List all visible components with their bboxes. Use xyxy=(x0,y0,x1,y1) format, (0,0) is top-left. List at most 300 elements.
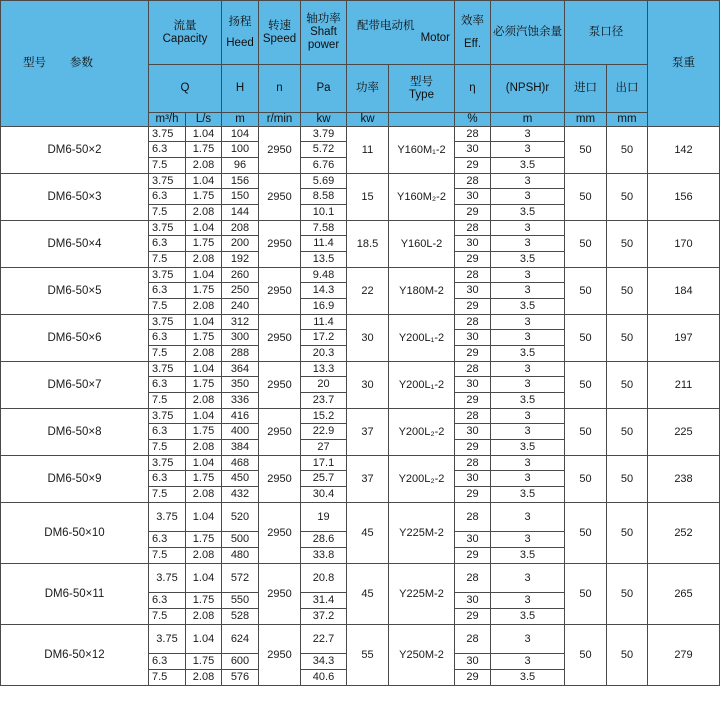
cell-head: 192 xyxy=(222,252,259,268)
cell-q-ls: 1.75 xyxy=(186,330,222,346)
header-weight-cn: 泵重 xyxy=(672,57,695,69)
cell-inlet: 50 xyxy=(565,221,607,268)
cell-speed: 2950 xyxy=(259,315,301,362)
unit-npsh: m xyxy=(491,113,565,127)
cell-npsh: 3 xyxy=(491,456,565,471)
cell-efficiency: 30 xyxy=(455,424,491,440)
cell-shaft-power: 8.58 xyxy=(301,189,347,205)
header-port xyxy=(565,1,648,65)
cell-head: 150 xyxy=(222,189,259,205)
cell-npsh: 3 xyxy=(491,283,565,299)
cell-efficiency: 30 xyxy=(455,654,491,670)
header-eff-cn: 效率 xyxy=(461,14,484,27)
cell-shaft-power: 11.4 xyxy=(301,236,347,252)
cell-motor-kw: 11 xyxy=(347,127,389,174)
header-npsh-cn: 必须汽蚀余量 xyxy=(493,26,562,38)
header-symbol-q: Q xyxy=(149,65,222,113)
header-shaft-en2: power xyxy=(307,39,340,51)
cell-shaft-power: 13.3 xyxy=(301,362,347,377)
header-model-label: 型号 xyxy=(23,57,46,69)
cell-efficiency: 29 xyxy=(455,487,491,503)
cell-outlet: 50 xyxy=(607,362,648,409)
table-row xyxy=(1,362,720,377)
cell-q-ls: 1.04 xyxy=(186,409,222,424)
cell-inlet: 50 xyxy=(565,564,607,625)
cell-shaft-power: 30.4 xyxy=(301,487,347,503)
cell-head: 572 xyxy=(222,564,259,593)
cell-outlet: 50 xyxy=(607,221,648,268)
cell-q-m3h: 7.5 xyxy=(149,440,186,456)
cell-efficiency: 28 xyxy=(455,625,491,654)
cell-efficiency: 28 xyxy=(455,268,491,283)
table-row xyxy=(1,221,720,236)
cell-q-m3h: 7.5 xyxy=(149,487,186,503)
cell-motor-kw: 37 xyxy=(347,456,389,503)
cell-head: 624 xyxy=(222,625,259,654)
cell-weight: 279 xyxy=(648,625,720,686)
cell-motor-kw: 30 xyxy=(347,315,389,362)
cell-efficiency: 29 xyxy=(455,548,491,564)
cell-q-m3h: 6.3 xyxy=(149,236,186,252)
cell-npsh: 3.5 xyxy=(491,158,565,174)
header-shaft-en1: Shaft xyxy=(310,26,337,38)
cell-speed: 2950 xyxy=(259,564,301,625)
table-row xyxy=(1,268,720,283)
cell-npsh: 3 xyxy=(491,330,565,346)
cell-q-m3h: 7.5 xyxy=(149,670,186,686)
cell-head: 550 xyxy=(222,593,259,609)
header-head-en: Heed xyxy=(226,36,254,49)
cell-head: 468 xyxy=(222,456,259,471)
cell-shaft-power: 5.69 xyxy=(301,174,347,189)
cell-q-m3h: 6.3 xyxy=(149,330,186,346)
cell-head: 600 xyxy=(222,654,259,670)
cell-efficiency: 30 xyxy=(455,283,491,299)
cell-efficiency: 29 xyxy=(455,252,491,268)
header-shaft-cn: 轴功率 xyxy=(306,13,341,25)
cell-efficiency: 29 xyxy=(455,158,491,174)
cell-weight: 211 xyxy=(648,362,720,409)
cell-speed: 2950 xyxy=(259,503,301,564)
cell-shaft-power: 31.4 xyxy=(301,593,347,609)
cell-head: 208 xyxy=(222,221,259,236)
header-params-label: 参数 xyxy=(70,57,93,69)
cell-npsh: 3 xyxy=(491,315,565,330)
unit-motor-kw: kw xyxy=(347,113,389,127)
cell-q-m3h: 6.3 xyxy=(149,189,186,205)
cell-q-ls: 2.08 xyxy=(186,346,222,362)
cell-npsh: 3 xyxy=(491,503,565,532)
model-name: DM6-50×5 xyxy=(1,268,149,315)
cell-efficiency: 29 xyxy=(455,670,491,686)
cell-q-m3h: 6.3 xyxy=(149,532,186,548)
cell-weight: 265 xyxy=(648,564,720,625)
model-name: DM6-50×11 xyxy=(1,564,149,625)
cell-weight: 170 xyxy=(648,221,720,268)
cell-head: 100 xyxy=(222,142,259,158)
cell-inlet: 50 xyxy=(565,127,607,174)
cell-npsh: 3 xyxy=(491,142,565,158)
cell-shaft-power: 7.58 xyxy=(301,221,347,236)
header-capacity xyxy=(149,1,222,65)
cell-head: 300 xyxy=(222,330,259,346)
cell-shaft-power: 22.9 xyxy=(301,424,347,440)
cell-npsh: 3 xyxy=(491,236,565,252)
header-head xyxy=(222,1,259,65)
cell-q-ls: 1.75 xyxy=(186,142,222,158)
table-row xyxy=(1,409,720,424)
cell-npsh: 3 xyxy=(491,127,565,142)
unit-eff: % xyxy=(455,113,491,127)
cell-efficiency: 30 xyxy=(455,330,491,346)
cell-efficiency: 28 xyxy=(455,174,491,189)
cell-npsh: 3.5 xyxy=(491,487,565,503)
cell-q-m3h: 3.75 xyxy=(149,362,186,377)
model-name: DM6-50×4 xyxy=(1,221,149,268)
cell-inlet: 50 xyxy=(565,409,607,456)
cell-npsh: 3 xyxy=(491,654,565,670)
cell-q-ls: 2.08 xyxy=(186,670,222,686)
table-row xyxy=(1,503,720,532)
cell-efficiency: 30 xyxy=(455,142,491,158)
cell-q-ls: 1.75 xyxy=(186,189,222,205)
model-name: DM6-50×3 xyxy=(1,174,149,221)
header-symbol-n: n xyxy=(259,65,301,113)
unit-motor-type xyxy=(389,113,455,127)
table-body xyxy=(1,127,720,686)
header-motor-type-cn: 型号 xyxy=(410,75,433,88)
cell-shaft-power: 20.3 xyxy=(301,346,347,362)
table-row xyxy=(1,315,720,330)
cell-q-m3h: 6.3 xyxy=(149,424,186,440)
cell-q-ls: 1.75 xyxy=(186,377,222,393)
cell-npsh: 3.5 xyxy=(491,205,565,221)
header-weight xyxy=(648,1,720,127)
cell-npsh: 3 xyxy=(491,362,565,377)
cell-q-m3h: 6.3 xyxy=(149,654,186,670)
cell-q-ls: 2.08 xyxy=(186,158,222,174)
cell-shaft-power: 13.5 xyxy=(301,252,347,268)
cell-q-ls: 1.04 xyxy=(186,564,222,593)
cell-speed: 2950 xyxy=(259,221,301,268)
header-symbol-eta: η xyxy=(455,65,491,113)
header-model-params xyxy=(1,1,149,127)
unit-n: r/min xyxy=(259,113,301,127)
cell-efficiency: 30 xyxy=(455,377,491,393)
cell-npsh: 3 xyxy=(491,471,565,487)
cell-head: 240 xyxy=(222,299,259,315)
cell-inlet: 50 xyxy=(565,625,607,686)
table-row xyxy=(1,625,720,654)
cell-head: 400 xyxy=(222,424,259,440)
cell-q-m3h: 3.75 xyxy=(149,625,186,654)
cell-shaft-power: 5.72 xyxy=(301,142,347,158)
cell-q-ls: 1.75 xyxy=(186,236,222,252)
cell-motor-type: Y200L₁-2 xyxy=(389,362,455,409)
cell-head: 528 xyxy=(222,609,259,625)
cell-inlet: 50 xyxy=(565,174,607,221)
header-shaft-power xyxy=(301,1,347,65)
table-row xyxy=(1,174,720,189)
cell-q-m3h: 6.3 xyxy=(149,142,186,158)
cell-outlet: 50 xyxy=(607,268,648,315)
cell-inlet: 50 xyxy=(565,456,607,503)
cell-efficiency: 28 xyxy=(455,362,491,377)
cell-shaft-power: 17.2 xyxy=(301,330,347,346)
cell-q-m3h: 6.3 xyxy=(149,593,186,609)
cell-npsh: 3.5 xyxy=(491,252,565,268)
cell-head: 260 xyxy=(222,268,259,283)
header-speed-en: Speed xyxy=(262,32,297,45)
header-motor-type xyxy=(389,65,455,113)
cell-q-m3h: 3.75 xyxy=(149,564,186,593)
cell-npsh: 3 xyxy=(491,189,565,205)
cell-q-ls: 1.04 xyxy=(186,362,222,377)
header-motor-en: Motor xyxy=(420,32,450,44)
cell-head: 350 xyxy=(222,377,259,393)
cell-shaft-power: 33.8 xyxy=(301,548,347,564)
cell-q-ls: 1.04 xyxy=(186,315,222,330)
cell-q-ls: 1.04 xyxy=(186,503,222,532)
cell-head: 576 xyxy=(222,670,259,686)
cell-shaft-power: 6.76 xyxy=(301,158,347,174)
cell-head: 450 xyxy=(222,471,259,487)
cell-npsh: 3.5 xyxy=(491,670,565,686)
unit-outlet: mm xyxy=(607,113,648,127)
cell-npsh: 3.5 xyxy=(491,393,565,409)
cell-q-m3h: 7.5 xyxy=(149,299,186,315)
cell-npsh: 3.5 xyxy=(491,440,565,456)
cell-motor-kw: 37 xyxy=(347,409,389,456)
cell-shaft-power: 34.3 xyxy=(301,654,347,670)
cell-q-m3h: 3.75 xyxy=(149,127,186,142)
cell-efficiency: 28 xyxy=(455,127,491,142)
cell-head: 312 xyxy=(222,315,259,330)
cell-head: 432 xyxy=(222,487,259,503)
cell-efficiency: 30 xyxy=(455,471,491,487)
cell-head: 104 xyxy=(222,127,259,142)
cell-outlet: 50 xyxy=(607,174,648,221)
header-symbol-pa: Pa xyxy=(301,65,347,113)
header-eff-en: Eff. xyxy=(463,37,482,50)
cell-shaft-power: 28.6 xyxy=(301,532,347,548)
cell-weight: 197 xyxy=(648,315,720,362)
cell-q-ls: 2.08 xyxy=(186,548,222,564)
cell-efficiency: 29 xyxy=(455,609,491,625)
cell-shaft-power: 40.6 xyxy=(301,670,347,686)
cell-q-ls: 1.04 xyxy=(186,174,222,189)
cell-speed: 2950 xyxy=(259,362,301,409)
cell-motor-kw: 45 xyxy=(347,503,389,564)
cell-outlet: 50 xyxy=(607,315,648,362)
table-row xyxy=(1,456,720,471)
cell-q-ls: 1.04 xyxy=(186,625,222,654)
cell-q-m3h: 3.75 xyxy=(149,456,186,471)
cell-motor-kw: 22 xyxy=(347,268,389,315)
cell-inlet: 50 xyxy=(565,503,607,564)
cell-head: 416 xyxy=(222,409,259,424)
cell-shaft-power: 25.7 xyxy=(301,471,347,487)
header-symbol-h: H xyxy=(222,65,259,113)
model-name: DM6-50×6 xyxy=(1,315,149,362)
cell-shaft-power: 20 xyxy=(301,377,347,393)
header-inlet: 进口 xyxy=(565,65,607,113)
cell-efficiency: 29 xyxy=(455,205,491,221)
unit-h: m xyxy=(222,113,259,127)
cell-q-m3h: 7.5 xyxy=(149,205,186,221)
cell-motor-type: Y200L₂-2 xyxy=(389,456,455,503)
table-row xyxy=(1,564,720,593)
cell-weight: 252 xyxy=(648,503,720,564)
cell-outlet: 50 xyxy=(607,456,648,503)
cell-efficiency: 28 xyxy=(455,456,491,471)
cell-q-m3h: 3.75 xyxy=(149,315,186,330)
cell-q-ls: 2.08 xyxy=(186,440,222,456)
cell-motor-type: Y200L₁-2 xyxy=(389,315,455,362)
cell-q-ls: 1.04 xyxy=(186,456,222,471)
cell-efficiency: 29 xyxy=(455,346,491,362)
cell-speed: 2950 xyxy=(259,409,301,456)
cell-shaft-power: 17.1 xyxy=(301,456,347,471)
cell-shaft-power: 3.79 xyxy=(301,127,347,142)
cell-inlet: 50 xyxy=(565,315,607,362)
cell-outlet: 50 xyxy=(607,503,648,564)
cell-weight: 142 xyxy=(648,127,720,174)
cell-q-m3h: 7.5 xyxy=(149,393,186,409)
cell-q-ls: 1.75 xyxy=(186,424,222,440)
cell-head: 480 xyxy=(222,548,259,564)
cell-shaft-power: 15.2 xyxy=(301,409,347,424)
cell-q-ls: 1.75 xyxy=(186,654,222,670)
header-outlet: 出口 xyxy=(607,65,648,113)
cell-q-m3h: 7.5 xyxy=(149,609,186,625)
header-motor-cn: 配带电动机 xyxy=(357,20,415,32)
cell-npsh: 3 xyxy=(491,268,565,283)
cell-motor-type: Y200L₂-2 xyxy=(389,409,455,456)
cell-efficiency: 28 xyxy=(455,315,491,330)
cell-efficiency: 28 xyxy=(455,503,491,532)
cell-outlet: 50 xyxy=(607,127,648,174)
cell-motor-type: Y160M₂-2 xyxy=(389,174,455,221)
cell-head: 384 xyxy=(222,440,259,456)
cell-head: 250 xyxy=(222,283,259,299)
header-capacity-cn: 流量 xyxy=(173,19,197,32)
cell-npsh: 3.5 xyxy=(491,346,565,362)
cell-shaft-power: 16.9 xyxy=(301,299,347,315)
cell-shaft-power: 22.7 xyxy=(301,625,347,654)
cell-speed: 2950 xyxy=(259,625,301,686)
cell-head: 336 xyxy=(222,393,259,409)
unit-q-m3h: m³/h xyxy=(149,113,186,127)
header-motor-power: 功率 xyxy=(347,65,389,113)
cell-q-ls: 2.08 xyxy=(186,252,222,268)
cell-efficiency: 28 xyxy=(455,564,491,593)
header-npsh xyxy=(491,1,565,65)
cell-npsh: 3 xyxy=(491,532,565,548)
cell-motor-kw: 15 xyxy=(347,174,389,221)
cell-q-m3h: 7.5 xyxy=(149,346,186,362)
cell-weight: 225 xyxy=(648,409,720,456)
cell-q-ls: 1.04 xyxy=(186,268,222,283)
header-speed xyxy=(259,1,301,65)
cell-efficiency: 28 xyxy=(455,221,491,236)
cell-q-m3h: 6.3 xyxy=(149,377,186,393)
cell-npsh: 3 xyxy=(491,174,565,189)
cell-shaft-power: 14.3 xyxy=(301,283,347,299)
cell-npsh: 3 xyxy=(491,221,565,236)
cell-efficiency: 28 xyxy=(455,409,491,424)
cell-q-m3h: 6.3 xyxy=(149,283,186,299)
cell-shaft-power: 10.1 xyxy=(301,205,347,221)
cell-q-ls: 2.08 xyxy=(186,205,222,221)
header-capacity-en: Capacity xyxy=(162,32,208,45)
cell-shaft-power: 23.7 xyxy=(301,393,347,409)
cell-outlet: 50 xyxy=(607,409,648,456)
header-efficiency xyxy=(455,1,491,65)
cell-head: 288 xyxy=(222,346,259,362)
cell-speed: 2950 xyxy=(259,127,301,174)
cell-q-m3h: 3.75 xyxy=(149,409,186,424)
model-name: DM6-50×10 xyxy=(1,503,149,564)
cell-head: 520 xyxy=(222,503,259,532)
cell-npsh: 3 xyxy=(491,593,565,609)
header-port-cn: 泵口径 xyxy=(588,26,624,38)
table-header xyxy=(1,1,720,127)
cell-motor-kw: 55 xyxy=(347,625,389,686)
cell-q-m3h: 6.3 xyxy=(149,471,186,487)
cell-npsh: 3.5 xyxy=(491,609,565,625)
cell-motor-type: Y160L-2 xyxy=(389,221,455,268)
header-symbol-npsh: (NPSH)r xyxy=(491,65,565,113)
cell-q-ls: 1.75 xyxy=(186,283,222,299)
cell-outlet: 50 xyxy=(607,625,648,686)
cell-head: 144 xyxy=(222,205,259,221)
model-name: DM6-50×2 xyxy=(1,127,149,174)
cell-q-ls: 2.08 xyxy=(186,609,222,625)
cell-q-m3h: 7.5 xyxy=(149,548,186,564)
cell-head: 156 xyxy=(222,174,259,189)
model-name: DM6-50×12 xyxy=(1,625,149,686)
cell-shaft-power: 20.8 xyxy=(301,564,347,593)
cell-q-ls: 2.08 xyxy=(186,487,222,503)
cell-q-ls: 1.75 xyxy=(186,593,222,609)
cell-q-m3h: 7.5 xyxy=(149,252,186,268)
cell-head: 200 xyxy=(222,236,259,252)
cell-q-ls: 2.08 xyxy=(186,299,222,315)
cell-q-m3h: 3.75 xyxy=(149,174,186,189)
cell-q-m3h: 7.5 xyxy=(149,158,186,174)
cell-weight: 184 xyxy=(648,268,720,315)
cell-shaft-power: 19 xyxy=(301,503,347,532)
unit-inlet: mm xyxy=(565,113,607,127)
cell-motor-type: Y250M-2 xyxy=(389,625,455,686)
cell-head: 96 xyxy=(222,158,259,174)
cell-head: 364 xyxy=(222,362,259,377)
cell-npsh: 3 xyxy=(491,424,565,440)
cell-shaft-power: 27 xyxy=(301,440,347,456)
cell-efficiency: 30 xyxy=(455,532,491,548)
cell-motor-kw: 18.5 xyxy=(347,221,389,268)
cell-weight: 156 xyxy=(648,174,720,221)
cell-efficiency: 30 xyxy=(455,236,491,252)
cell-efficiency: 29 xyxy=(455,299,491,315)
header-speed-cn: 转速 xyxy=(268,19,291,32)
cell-motor-type: Y225M-2 xyxy=(389,564,455,625)
cell-q-ls: 1.75 xyxy=(186,471,222,487)
cell-outlet: 50 xyxy=(607,564,648,625)
model-name: DM6-50×9 xyxy=(1,456,149,503)
cell-npsh: 3.5 xyxy=(491,299,565,315)
